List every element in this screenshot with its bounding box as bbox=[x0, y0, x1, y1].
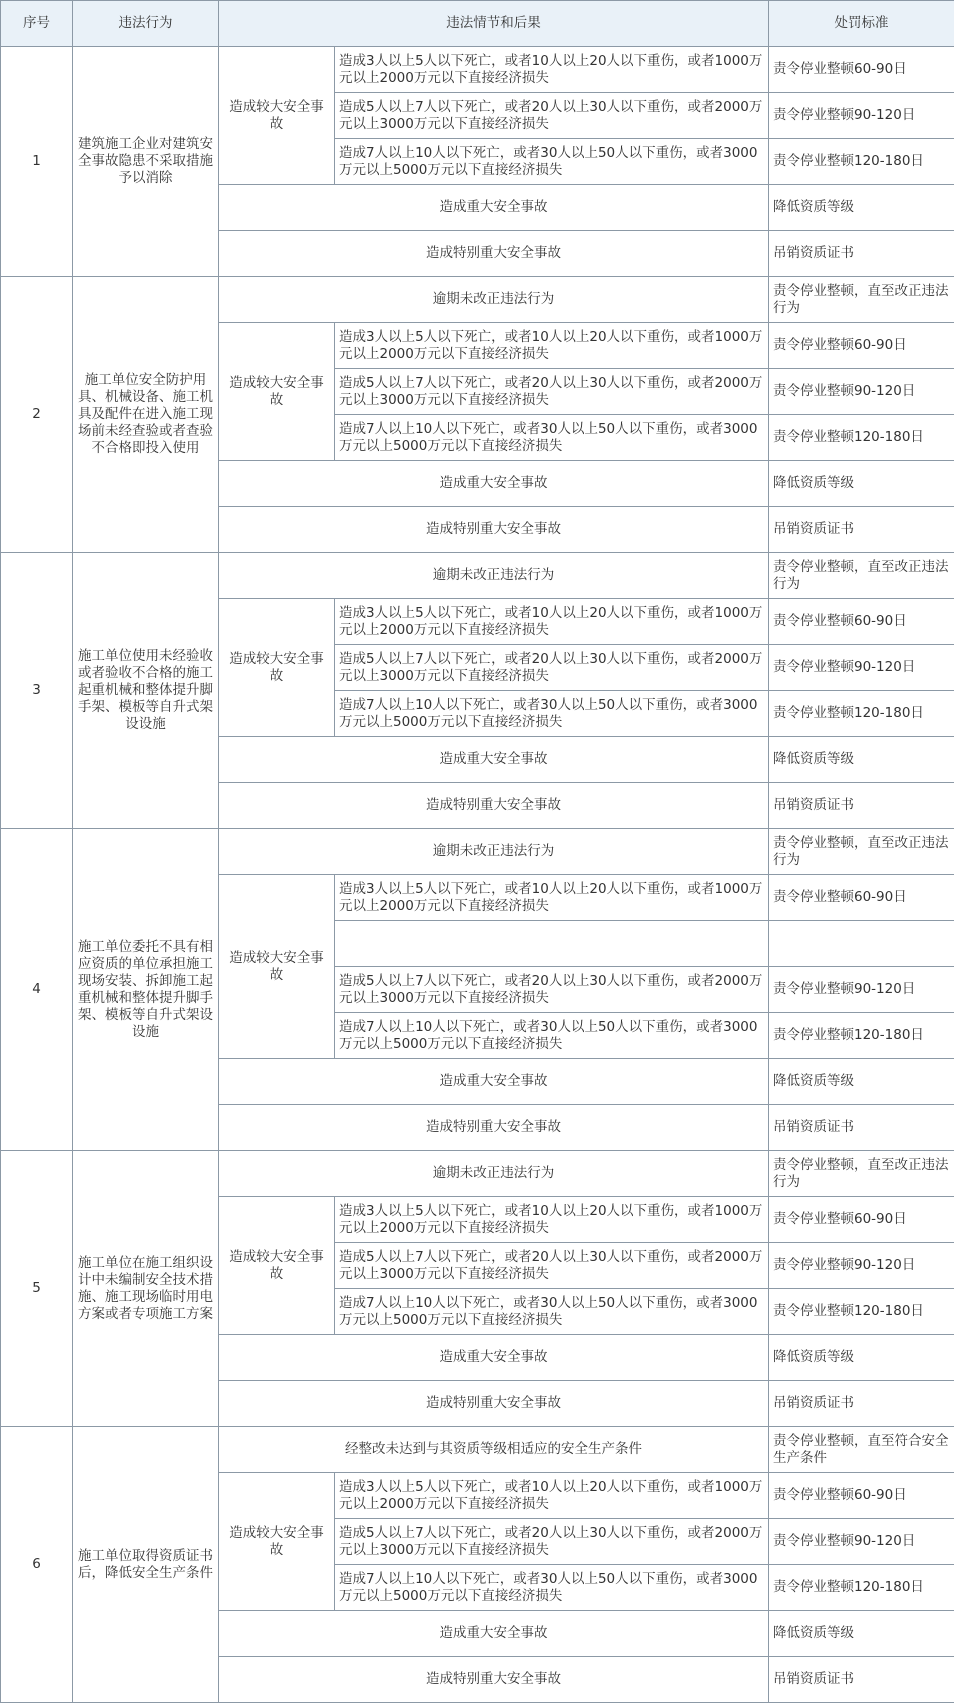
penalty-cell: 责令停业整顿，直至改正违法行为 bbox=[769, 1151, 954, 1197]
circumstance-cell: 造成特别重大安全事故 bbox=[219, 1657, 769, 1703]
penalty-cell: 责令停业整顿，直至改正违法行为 bbox=[769, 553, 954, 599]
penalty-cell: 降低资质等级 bbox=[769, 1611, 954, 1657]
table-row bbox=[1, 829, 954, 875]
seq-cell: 3 bbox=[1, 553, 73, 829]
circumstance-cell: 造成重大安全事故 bbox=[219, 1335, 769, 1381]
penalty-cell: 吊销资质证书 bbox=[769, 231, 954, 277]
penalty-cell: 责令停业整顿，直至改正违法行为 bbox=[769, 829, 954, 875]
sub-circumstance-cell: 造成5人以上7人以下死亡，或者20人以上30人以下重伤，或者2000万元以上3000万元以下直接经济损失 bbox=[335, 1519, 769, 1565]
table-row bbox=[1, 1427, 954, 1473]
sub-circumstance-cell: 造成3人以上5人以下死亡，或者10人以上20人以下重伤，或者1000万元以上2000万元以下直接经济损失 bbox=[335, 47, 769, 93]
penalty-cell: 责令停业整顿90-120日 bbox=[769, 369, 954, 415]
empty-cell bbox=[769, 921, 954, 967]
header-act: 违法行为 bbox=[73, 1, 219, 47]
sub-circumstance-cell: 造成5人以上7人以下死亡，或者20人以上30人以下重伤，或者2000万元以上3000万元以下直接经济损失 bbox=[335, 93, 769, 139]
circumstance-cell: 造成重大安全事故 bbox=[219, 1059, 769, 1105]
table-row bbox=[1, 47, 954, 93]
penalty-cell: 责令停业整顿120-180日 bbox=[769, 415, 954, 461]
penalty-cell: 责令停业整顿120-180日 bbox=[769, 139, 954, 185]
penalty-cell: 责令停业整顿120-180日 bbox=[769, 1289, 954, 1335]
sub-circumstance-cell: 造成3人以上5人以下死亡，或者10人以上20人以下重伤，或者1000万元以上2000万元以下直接经济损失 bbox=[335, 875, 769, 921]
empty-cell bbox=[335, 921, 769, 967]
header-penalty: 处罚标准 bbox=[769, 1, 954, 47]
penalty-cell: 降低资质等级 bbox=[769, 461, 954, 507]
penalty-cell: 降低资质等级 bbox=[769, 737, 954, 783]
penalty-cell: 责令停业整顿60-90日 bbox=[769, 599, 954, 645]
seq-cell: 6 bbox=[1, 1427, 73, 1703]
sub-circumstance-cell: 造成5人以上7人以下死亡，或者20人以上30人以下重伤，或者2000万元以上3000万元以下直接经济损失 bbox=[335, 967, 769, 1013]
sub-circumstance-cell: 造成7人以上10人以下死亡，或者30人以上50人以下重伤，或者3000万元以上5000万元以下直接经济损失 bbox=[335, 1289, 769, 1335]
violation-cell: 施工单位使用未经验收或者验收不合格的施工起重机械和整体提升脚手架、模板等自升式架设设施 bbox=[73, 553, 219, 829]
penalty-cell: 降低资质等级 bbox=[769, 185, 954, 231]
seq-cell: 5 bbox=[1, 1151, 73, 1427]
circumstance-cell: 造成重大安全事故 bbox=[219, 185, 769, 231]
penalty-cell: 责令停业整顿60-90日 bbox=[769, 323, 954, 369]
violation-cell: 施工单位取得资质证书后，降低安全生产条件 bbox=[73, 1427, 219, 1703]
penalty-cell: 责令停业整顿，直至改正违法行为 bbox=[769, 277, 954, 323]
penalty-cell: 责令停业整顿60-90日 bbox=[769, 875, 954, 921]
sub-circumstance-cell: 造成3人以上5人以下死亡，或者10人以上20人以下重伤，或者1000万元以上2000万元以下直接经济损失 bbox=[335, 1197, 769, 1243]
penalty-cell: 吊销资质证书 bbox=[769, 1381, 954, 1427]
penalty-cell: 责令停业整顿90-120日 bbox=[769, 1243, 954, 1289]
penalty-cell: 降低资质等级 bbox=[769, 1059, 954, 1105]
sub-circumstance-cell: 造成7人以上10人以下死亡，或者30人以上50人以下重伤，或者3000万元以上5000万元以下直接经济损失 bbox=[335, 1013, 769, 1059]
header-row bbox=[1, 1, 954, 47]
circumstance-cell: 造成较大安全事故 bbox=[219, 599, 335, 737]
circumstance-cell: 逾期未改正违法行为 bbox=[219, 553, 769, 599]
sub-circumstance-cell: 造成7人以上10人以下死亡，或者30人以上50人以下重伤，或者3000万元以上5000万元以下直接经济损失 bbox=[335, 1565, 769, 1611]
circumstance-cell: 造成较大安全事故 bbox=[219, 1473, 335, 1611]
sub-circumstance-cell: 造成7人以上10人以下死亡，或者30人以上50人以下重伤，或者3000万元以上5000万元以下直接经济损失 bbox=[335, 691, 769, 737]
penalty-cell: 责令停业整顿60-90日 bbox=[769, 47, 954, 93]
sub-circumstance-cell: 造成5人以上7人以下死亡，或者20人以上30人以下重伤，或者2000万元以上3000万元以下直接经济损失 bbox=[335, 369, 769, 415]
circumstance-cell: 逾期未改正违法行为 bbox=[219, 829, 769, 875]
penalty-cell: 吊销资质证书 bbox=[769, 1105, 954, 1151]
sub-circumstance-cell: 造成7人以上10人以下死亡，或者30人以上50人以下重伤，或者3000万元以上5000万元以下直接经济损失 bbox=[335, 415, 769, 461]
circumstance-cell: 造成特别重大安全事故 bbox=[219, 231, 769, 277]
penalty-cell: 责令停业整顿90-120日 bbox=[769, 967, 954, 1013]
header-seq: 序号 bbox=[1, 1, 73, 47]
circumstance-cell: 造成较大安全事故 bbox=[219, 323, 335, 461]
circumstance-cell: 造成特别重大安全事故 bbox=[219, 507, 769, 553]
circumstance-cell: 逾期未改正违法行为 bbox=[219, 277, 769, 323]
seq-cell: 1 bbox=[1, 47, 73, 277]
penalty-cell: 责令停业整顿90-120日 bbox=[769, 93, 954, 139]
penalty-cell: 吊销资质证书 bbox=[769, 507, 954, 553]
circumstance-cell: 逾期未改正违法行为 bbox=[219, 1151, 769, 1197]
violation-cell: 施工单位在施工组织设计中未编制安全技术措施、施工现场临时用电方案或者专项施工方案 bbox=[73, 1151, 219, 1427]
sub-circumstance-cell: 造成5人以上7人以下死亡，或者20人以上30人以下重伤，或者2000万元以上3000万元以下直接经济损失 bbox=[335, 1243, 769, 1289]
circumstance-cell: 造成特别重大安全事故 bbox=[219, 1381, 769, 1427]
sub-circumstance-cell: 造成3人以上5人以下死亡，或者10人以上20人以下重伤，或者1000万元以上2000万元以下直接经济损失 bbox=[335, 323, 769, 369]
circumstance-cell: 造成重大安全事故 bbox=[219, 1611, 769, 1657]
penalty-cell: 责令停业整顿，直至符合安全生产条件 bbox=[769, 1427, 954, 1473]
violation-cell: 建筑施工企业对建筑安全事故隐患不采取措施予以消除 bbox=[73, 47, 219, 277]
circumstance-cell: 经整改未达到与其资质等级相适应的安全生产条件 bbox=[219, 1427, 769, 1473]
sub-circumstance-cell: 造成5人以上7人以下死亡，或者20人以上30人以下重伤，或者2000万元以上3000万元以下直接经济损失 bbox=[335, 645, 769, 691]
seq-cell: 4 bbox=[1, 829, 73, 1151]
penalty-cell: 责令停业整顿120-180日 bbox=[769, 1565, 954, 1611]
table-row bbox=[1, 553, 954, 599]
penalty-cell: 吊销资质证书 bbox=[769, 1657, 954, 1703]
circumstance-cell: 造成特别重大安全事故 bbox=[219, 1105, 769, 1151]
circumstance-cell: 造成较大安全事故 bbox=[219, 875, 335, 1059]
header-circumstances: 违法情节和后果 bbox=[219, 1, 769, 47]
penalty-cell: 责令停业整顿120-180日 bbox=[769, 1013, 954, 1059]
table-row bbox=[1, 1151, 954, 1197]
violation-cell: 施工单位安全防护用具、机械设备、施工机具及配件在进入施工现场前未经查验或者查验不合格即投入使用 bbox=[73, 277, 219, 553]
penalty-cell: 责令停业整顿60-90日 bbox=[769, 1197, 954, 1243]
table-row bbox=[1, 277, 954, 323]
penalty-cell: 责令停业整顿120-180日 bbox=[769, 691, 954, 737]
penalty-cell: 吊销资质证书 bbox=[769, 783, 954, 829]
sub-circumstance-cell: 造成3人以上5人以下死亡，或者10人以上20人以下重伤，或者1000万元以上2000万元以下直接经济损失 bbox=[335, 1473, 769, 1519]
circumstance-cell: 造成特别重大安全事故 bbox=[219, 783, 769, 829]
circumstance-cell: 造成较大安全事故 bbox=[219, 47, 335, 185]
violation-cell: 施工单位委托不具有相应资质的单位承担施工现场安装、拆卸施工起重机械和整体提升脚手架、模板等自升式架设设施 bbox=[73, 829, 219, 1151]
circumstance-cell: 造成较大安全事故 bbox=[219, 1197, 335, 1335]
sub-circumstance-cell: 造成7人以上10人以下死亡，或者30人以上50人以下重伤，或者3000万元以上5000万元以下直接经济损失 bbox=[335, 139, 769, 185]
seq-cell: 2 bbox=[1, 277, 73, 553]
sub-circumstance-cell: 造成3人以上5人以下死亡，或者10人以上20人以下重伤，或者1000万元以上2000万元以下直接经济损失 bbox=[335, 599, 769, 645]
penalty-cell: 责令停业整顿90-120日 bbox=[769, 645, 954, 691]
penalty-cell: 责令停业整顿90-120日 bbox=[769, 1519, 954, 1565]
circumstance-cell: 造成重大安全事故 bbox=[219, 461, 769, 507]
penalty-cell: 责令停业整顿60-90日 bbox=[769, 1473, 954, 1519]
circumstance-cell: 造成重大安全事故 bbox=[219, 737, 769, 783]
penalty-cell: 降低资质等级 bbox=[769, 1335, 954, 1381]
